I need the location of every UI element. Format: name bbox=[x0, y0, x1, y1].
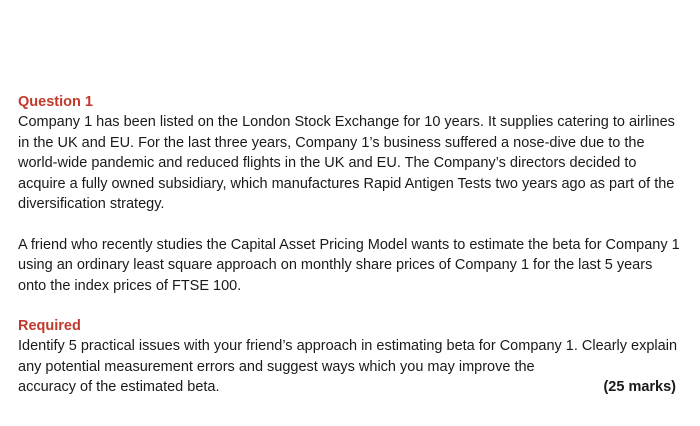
question-paragraph-task: A friend who recently studies the Capital Asset Pricing Model wants to estimate the beta for Company 1 using an ordinary least square approach on monthly share prices of Company 1 for the last 5 years onto the index prices of FTSE 100. bbox=[18, 236, 680, 294]
paragraph-spacer bbox=[18, 296, 682, 316]
question-paragraph-context: Company 1 has been listed on the London Stock Exchange for 10 years. It supplies catering to airlines in the UK and EU. For the last three years, Company 1’s business suffered a nose-dive due to the world-wide pandemic and reduced flights in the UK and EU. The Company’s directors decided to acquire a fully owned subsidiary, which manufactures Rapid Antigen Tests two years ago as part of the diversification strategy. bbox=[18, 114, 675, 212]
paragraph-spacer bbox=[18, 215, 682, 235]
required-text: Identify 5 practical issues with your friend’s approach in estimating beta for Company 1. Clearly explain any potential measurement errors and suggest ways which you may improve the bbox=[18, 338, 678, 375]
required-last-line bbox=[18, 377, 682, 398]
question-document bbox=[18, 92, 682, 398]
question-heading: Question 1 bbox=[18, 94, 93, 110]
required-text-end: accuracy of the estimated beta. bbox=[18, 379, 220, 395]
required-heading: Required bbox=[18, 318, 81, 334]
marks-label: (25 marks) bbox=[603, 379, 676, 395]
